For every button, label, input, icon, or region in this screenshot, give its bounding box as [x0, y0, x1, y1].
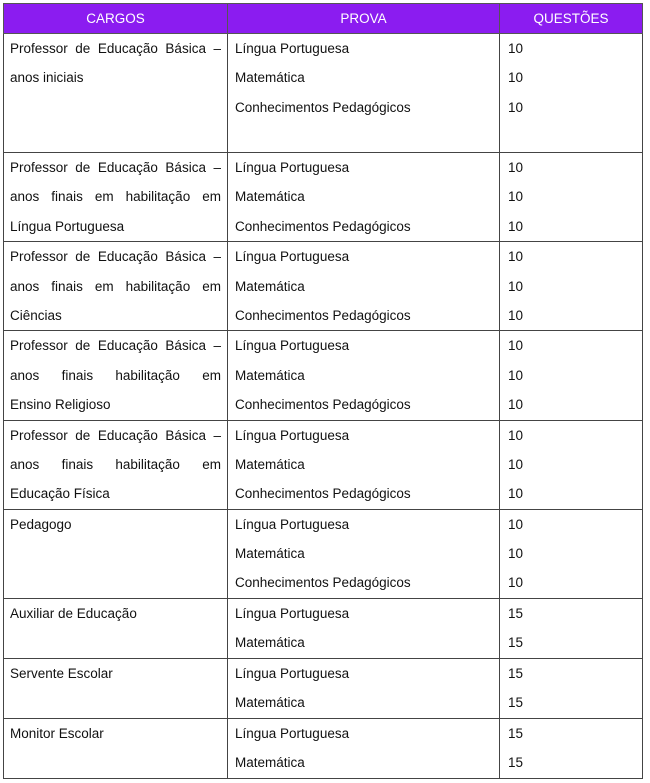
questoes-value: 15: [508, 605, 524, 621]
questoes-cell: [500, 658, 643, 718]
cargo-line: Monitor Escolar: [10, 725, 104, 741]
questoes-value: 10: [508, 367, 524, 383]
questoes-value: 10: [508, 456, 524, 472]
prova-item: Matemática: [235, 695, 305, 711]
questoes-value: 15: [508, 665, 524, 681]
table-header: [4, 4, 643, 34]
prova-cell: [228, 509, 500, 598]
prova-item: Língua Portuguesa: [235, 427, 350, 443]
questoes-value: 10: [508, 575, 524, 591]
questoes-value: 15: [508, 695, 524, 711]
prova-item: Matemática: [235, 278, 305, 294]
cargo-line: anos finais em habilitação em: [10, 189, 221, 205]
table-row: [4, 420, 643, 509]
cargo-line: anos iniciais: [10, 70, 84, 86]
questoes-value: 10: [508, 516, 524, 532]
cargo-line: Professor de Educação Básica –: [10, 338, 221, 354]
prova-item: Matemática: [235, 456, 305, 472]
cargo-line: Professor de Educação Básica –: [10, 160, 221, 175]
cargo-line: Pedagogo: [10, 516, 72, 532]
table-row: [4, 718, 643, 778]
table-row: [4, 153, 643, 242]
table-row: [4, 509, 643, 598]
table-row: [4, 658, 643, 718]
prova-item: Conhecimentos Pedagógicos: [235, 397, 411, 413]
prova-item: Matemática: [235, 70, 305, 86]
prova-cell: [228, 598, 500, 658]
prova-item: Matemática: [235, 546, 305, 562]
prova-item: Língua Portuguesa: [235, 516, 350, 532]
questoes-value: 10: [508, 546, 524, 562]
questoes-cell: [500, 509, 643, 598]
cargo-cell: [4, 420, 228, 509]
prova-item: Língua Portuguesa: [235, 160, 350, 175]
cargo-line: Língua Portuguesa: [10, 218, 125, 234]
header-cargos: CARGOS: [4, 4, 228, 34]
questoes-value: 10: [508, 41, 524, 56]
prova-cell: [228, 420, 500, 509]
questoes-cell: [500, 153, 643, 242]
cargo-line: anos finais habilitação em: [10, 456, 221, 472]
questoes-value: 10: [508, 160, 524, 175]
prova-item: Conhecimentos Pedagógicos: [235, 99, 411, 115]
questoes-value: 15: [508, 725, 524, 741]
questoes-cell: [500, 420, 643, 509]
prova-cell: [228, 718, 500, 778]
cargo-cell: [4, 153, 228, 242]
prova-cell: [228, 153, 500, 242]
questoes-cell: [500, 598, 643, 658]
cargo-line: Ensino Religioso: [10, 397, 111, 413]
table-row: [4, 598, 643, 658]
cargo-cell: [4, 718, 228, 778]
prova-cell: [228, 658, 500, 718]
prova-item: Conhecimentos Pedagógicos: [235, 486, 411, 502]
exam-distribution-table: [3, 3, 643, 779]
cargo-line: Professor de Educação Básica –: [10, 427, 221, 443]
prova-cell: [228, 242, 500, 331]
questoes-value: 10: [508, 427, 524, 443]
prova-cell: [228, 34, 500, 153]
cargo-line: anos finais em habilitação em: [10, 278, 221, 294]
cargo-line: Professor de Educação Básica –: [10, 249, 221, 265]
prova-cell: [228, 331, 500, 420]
questoes-cell: [500, 242, 643, 331]
questoes-value: 10: [508, 218, 524, 234]
table-body: [4, 34, 643, 779]
questoes-value: 10: [508, 486, 524, 502]
cargo-line: Servente Escolar: [10, 665, 113, 681]
header-row: [4, 4, 643, 34]
cargo-cell: [4, 658, 228, 718]
cargo-cell: [4, 509, 228, 598]
cargo-cell: [4, 331, 228, 420]
table-row: [4, 34, 643, 153]
cargo-line: Auxiliar de Educação: [10, 605, 137, 621]
questoes-cell: [500, 331, 643, 420]
cargo-cell: [4, 34, 228, 153]
prova-item: Matemática: [235, 189, 305, 205]
questoes-value: 10: [508, 278, 524, 294]
cargo-line: Ciências: [10, 307, 62, 323]
questoes-cell: [500, 34, 643, 153]
questoes-value: 10: [508, 99, 524, 115]
header-prova: PROVA: [228, 4, 500, 34]
prova-item: Conhecimentos Pedagógicos: [235, 575, 411, 591]
questoes-value: 10: [508, 307, 524, 323]
prova-item: Língua Portuguesa: [235, 249, 350, 265]
table-row: [4, 242, 643, 331]
prova-item: Língua Portuguesa: [235, 41, 350, 56]
questoes-value: 10: [508, 189, 524, 205]
prova-item: Conhecimentos Pedagógicos: [235, 218, 411, 234]
prova-item: Matemática: [235, 367, 305, 383]
header-questoes: QUESTÕES: [500, 4, 643, 34]
questoes-value: 15: [508, 635, 524, 651]
prova-item: Língua Portuguesa: [235, 338, 350, 354]
questoes-value: 15: [508, 755, 524, 771]
prova-item: Matemática: [235, 635, 305, 651]
prova-item: Língua Portuguesa: [235, 605, 350, 621]
table-row: [4, 331, 643, 420]
prova-item: Conhecimentos Pedagógicos: [235, 307, 411, 323]
prova-item: Matemática: [235, 755, 305, 771]
cargo-line: anos finais habilitação em: [10, 367, 221, 383]
questoes-cell: [500, 718, 643, 778]
cargo-line: Professor de Educação Básica –: [10, 41, 221, 56]
prova-item: Língua Portuguesa: [235, 725, 350, 741]
prova-item: Língua Portuguesa: [235, 665, 350, 681]
questoes-value: 10: [508, 70, 524, 86]
questoes-value: 10: [508, 249, 524, 265]
questoes-value: 10: [508, 338, 524, 354]
questoes-value: 10: [508, 397, 524, 413]
cargo-cell: [4, 598, 228, 658]
cargo-cell: [4, 242, 228, 331]
cargo-line: Educação Física: [10, 486, 110, 502]
